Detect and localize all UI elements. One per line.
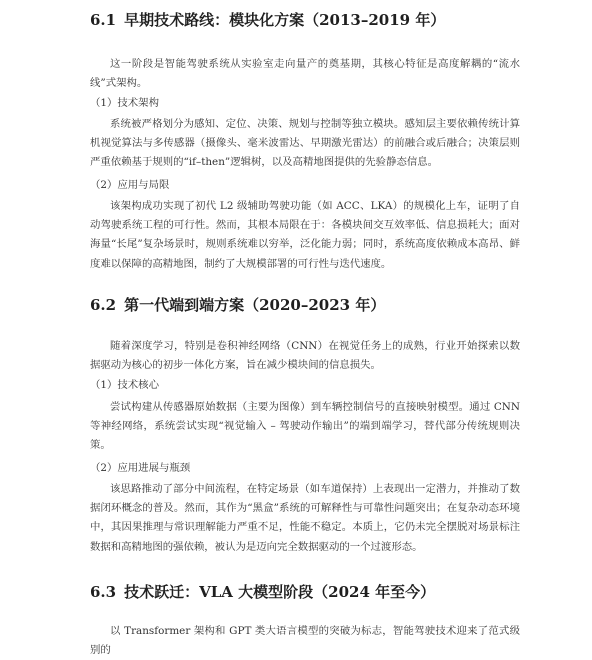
section-title-6-3 xyxy=(90,582,435,602)
subheading-6-1-application: （2）应用与局限 xyxy=(90,179,170,191)
section-number: 6.1 xyxy=(90,11,117,29)
section-number: 6.3 xyxy=(90,583,117,601)
subheading-6-2-core: （1）技术核心 xyxy=(90,379,159,391)
section-title-text: 第一代端到端方案（2020–2023 年） xyxy=(124,296,386,314)
subheading-6-1-architecture: （1）技术架构 xyxy=(90,97,159,109)
section-number: 6.2 xyxy=(90,296,117,314)
paragraph-6-1-architecture: 系统被严格划分为感知、定位、决策、规划与控制等独立模块。感知层主要依赖传统计算机视觉算法与多传感器（摄像头、毫米波雷达、早期激光雷达）的前融合或后融合；决策层则严重依赖基于规则的“if–then”逻辑树，以及高精地图提供的先验静态信息。 xyxy=(90,118,520,169)
paragraph-6-2-intro: 随着深度学习，特别是卷积神经网络（CNN）在视觉任务上的成熟，行业开始探索以数据驱动为核心的初步一体化方案，旨在减少模块间的信息损失。 xyxy=(90,340,520,372)
section-title-text: 早期技术路线：模块化方案（2013–2019 年） xyxy=(124,11,446,29)
paragraph-6-1-application: 该架构成功实现了初代 L2 级辅助驾驶功能（如 ACC、LKA）的规模化上车，证明了自动驾驶系统工程的可行性。然而，其根本局限在于：各模块间交互效率低、信息损耗大；面对海量“长尾”复杂场景时，规则系统难以穷举，泛化能力弱；同时，系统高度依赖成本高昂、鲜度难以保障的高精地图，制约了大规模部署的可行性与迭代速度。 xyxy=(90,200,520,270)
paragraph-6-1-intro: 这一阶段是智能驾驶系统从实验室走向量产的奠基期，其核心特征是高度解耦的“流水线”式架构。 xyxy=(90,58,520,90)
section-title-6-2 xyxy=(90,295,385,315)
paragraph-6-2-core: 尝试构建从传感器原始数据（主要为图像）到车辆控制信号的直接映射模型。通过 CNN 等神经网络，系统尝试实现“视觉输入 – 驾驶动作输出”的端到端学习，替代部分传统规则决策。 xyxy=(90,401,520,452)
section-title-text: 技术跃迁：VLA 大模型阶段（2024 年至今） xyxy=(124,583,436,601)
section-title-6-1 xyxy=(90,10,445,30)
subheading-6-2-progress: （2）应用进展与瓶颈 xyxy=(90,462,191,474)
paragraph-6-2-progress: 该思路推动了部分中间流程，在特定场景（如车道保持）上表现出一定潜力，并推动了数据闭环概念的普及。然而，其作为“黑盒”系统的可解释性与可靠性问题突出；在复杂动态环境中，其因果推理与常识理解能力严重不足，性能不稳定。本质上，它仍未完全摆脱对场景标注数据和高精地图的强依赖，被认为是迈向完全数据驱动的一个过渡形态。 xyxy=(90,483,520,553)
paragraph-6-3-intro: 以 Transformer 架构和 GPT 类大语言模型的突破为标志，智能驾驶技术迎来了范式级别的 xyxy=(90,625,520,657)
